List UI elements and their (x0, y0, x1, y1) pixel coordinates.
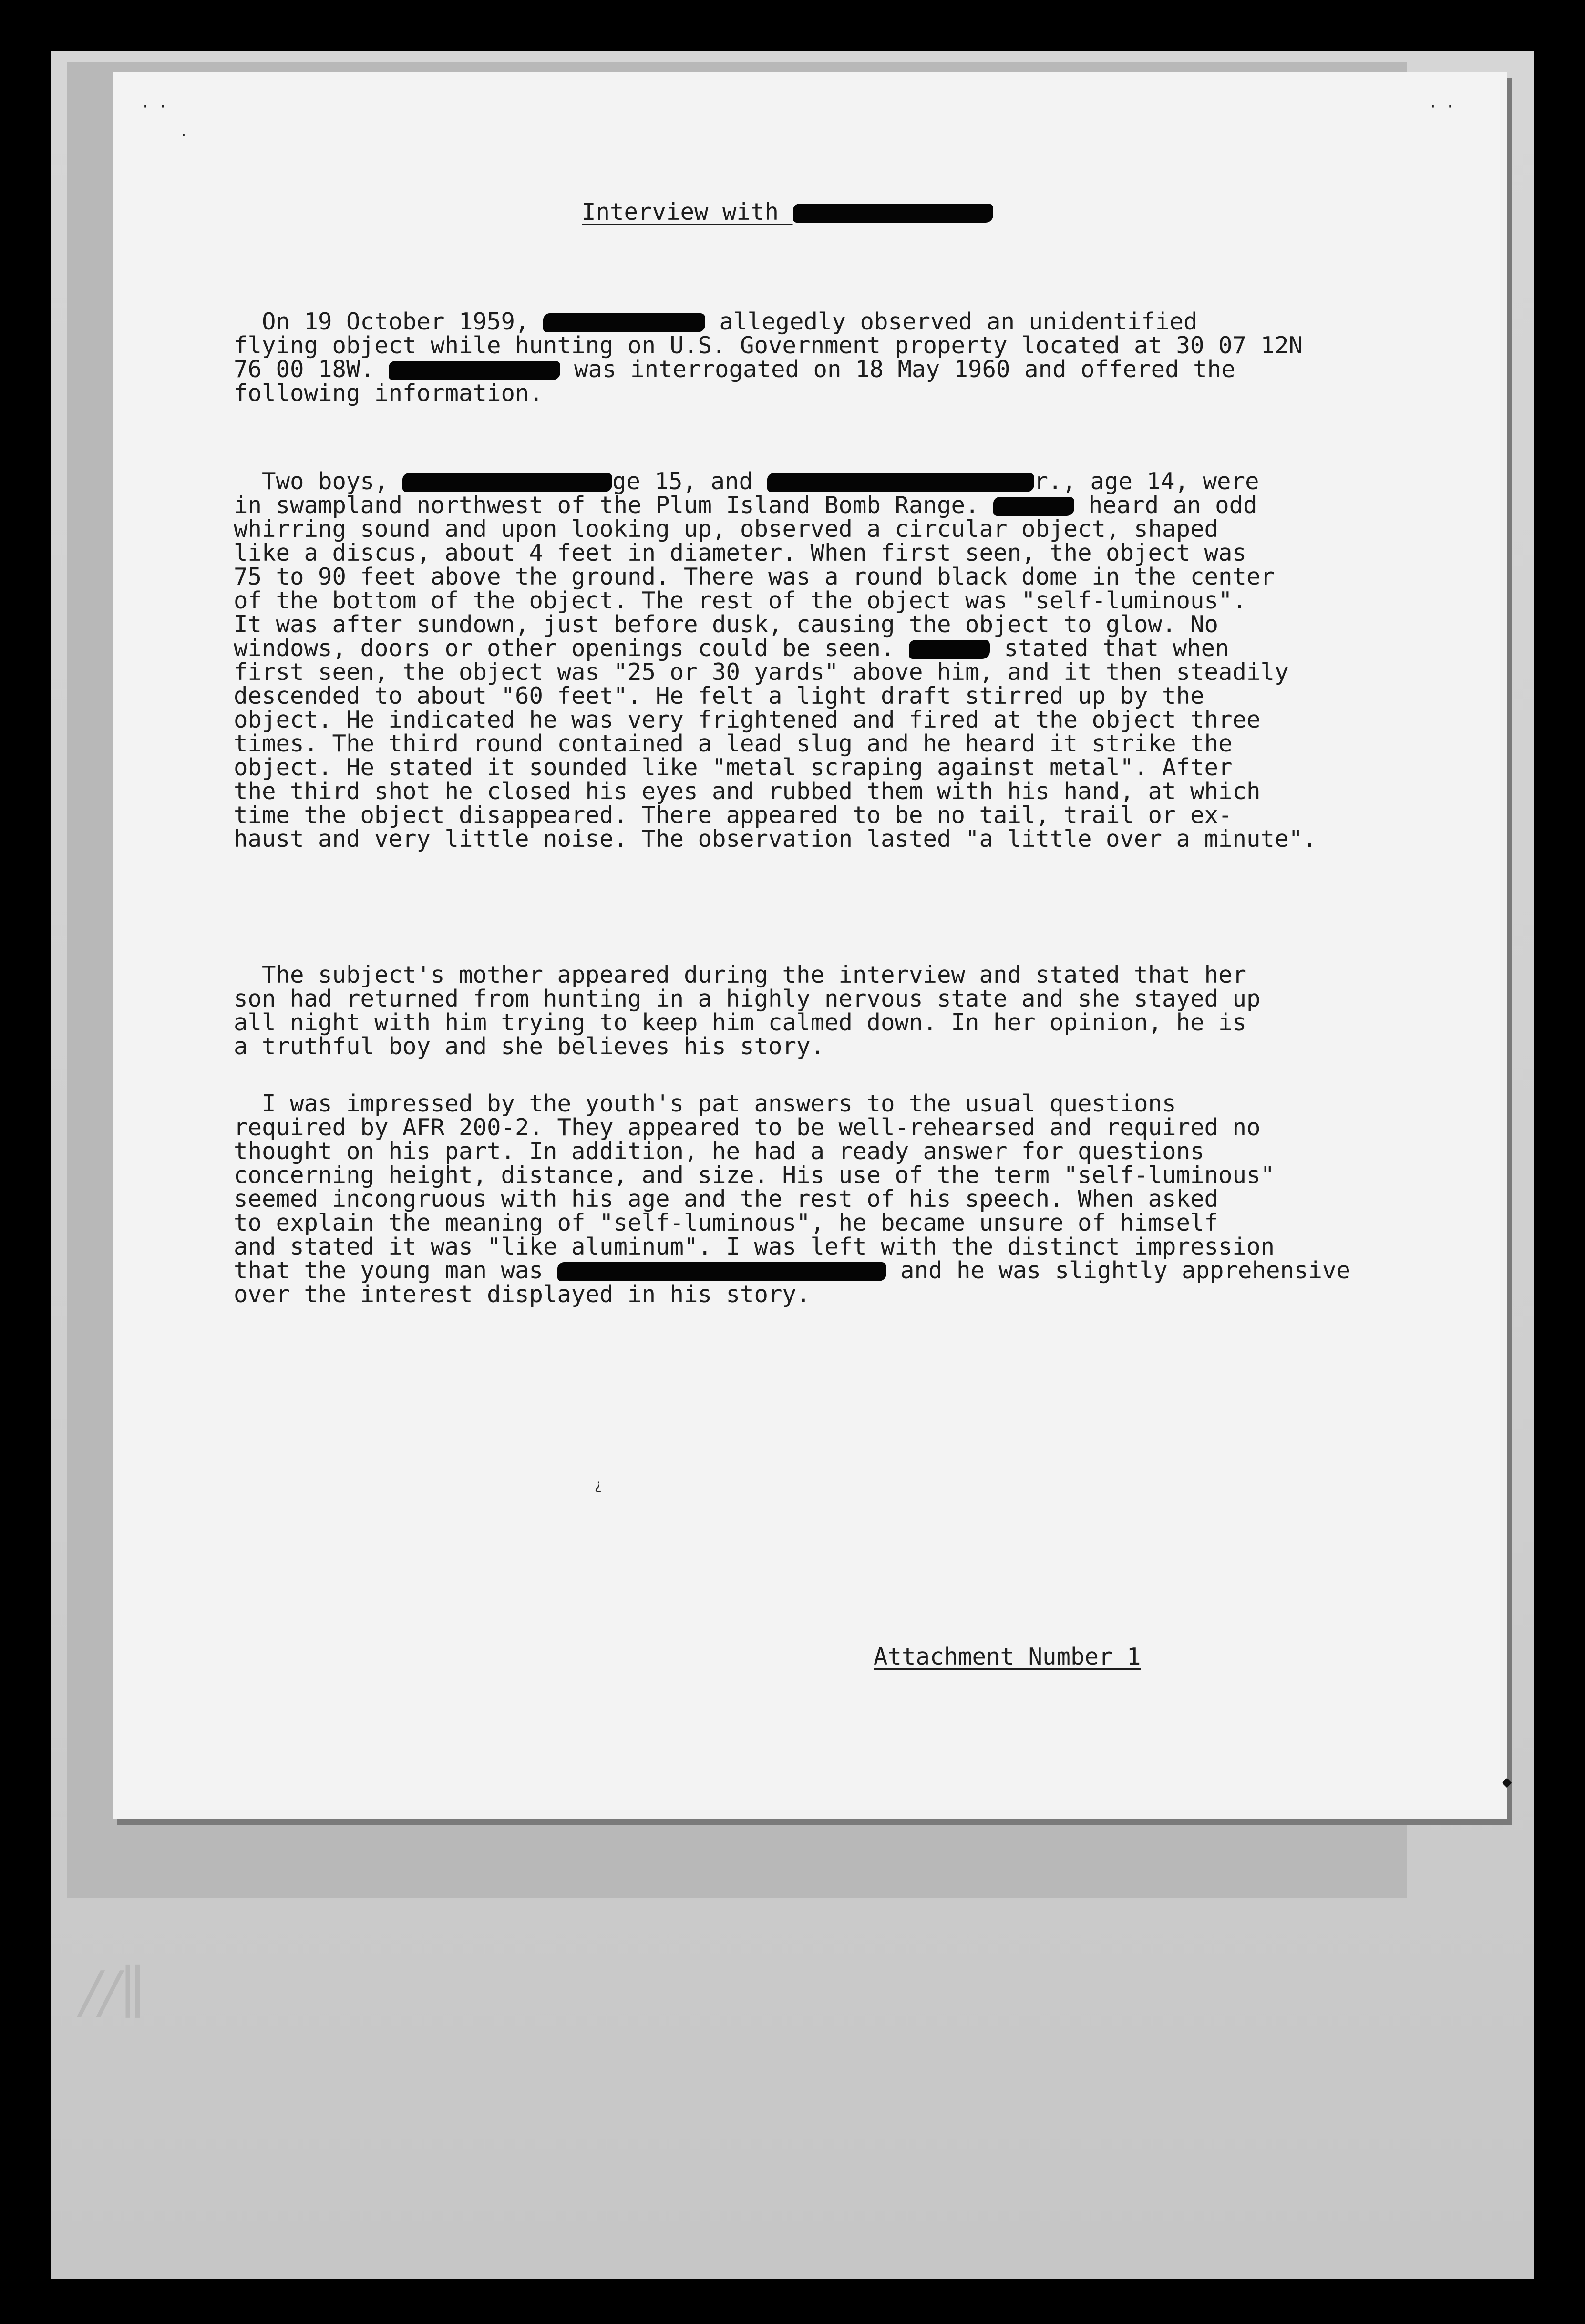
redaction-bar (909, 640, 990, 659)
redaction-bar (557, 1262, 886, 1281)
redaction-bar (543, 313, 705, 332)
redaction-bar (993, 497, 1074, 516)
redaction-bar (389, 361, 560, 380)
redaction-bar (793, 204, 993, 223)
pencil-scribble: //∥ (81, 1960, 146, 2026)
redaction-bar (402, 473, 612, 492)
page-edge-mark: ◆ (1502, 1772, 1512, 1791)
redaction-bar (767, 473, 1034, 492)
paragraph-4: I was impressed by the youth's pat answers to the usual questions required by AFR 200-2. They appeared to be well-rehearsed and required no thought on his part. In addition, he had a ready answer for questions concerning height, distance, and size. His use of the term "self-luminous" seemed incongruous with his age and the rest of his speech. When asked to explain the meaning of "self-luminous", he became unsure of himself and stated it was "like aluminum". I was left with the distinct impression that the young man was and he was slightly apprehensive over the interest displayed in his story. (234, 1090, 1351, 1308)
paragraph-3: The subject's mother appeared during the interview and stated that her son had returned from hunting in a highly nervous state and she stayed up all night with him trying to keep him calmed down. In her opinion, he is a truthful boy and she believes his story. (234, 961, 1261, 1060)
scan-dust: · (179, 127, 188, 144)
attachment-label: Attachment Number 1 (874, 1643, 1141, 1670)
paragraph-2: Two boys, ge 15, and r., age 14, were in swampland northwest of the Plum Island Bomb Range. heard an odd whirring sound and upon looking up, observed a circular object, shaped like a discus, about 4 feet in diameter. When first seen, the object was 75 to 90 feet above the ground. There was a round black dome in the center of the bottom of the object. The rest of the object was "self-luminous". It was after sundown, just before dusk, causing the object to glow. No windows, doors or other openings could be seen. stated that when first seen, the object was "25 or 30 yards" above him, and it then steadily descended to about "60 feet". He felt a light draft stirred up by the object. He indicated he was very frightened and fired at the object three times. The third round contained a lead slug and he heard it strike the object. He stated it sounded like "metal scraping against metal". After the third shot he closed his eyes and rubbed them with his hand, at which time the object disappeared. There appeared to be no tail, trail or ex- haust and very little noise. The observation lasted "a little over a minute". (234, 468, 1317, 853)
page-title: Interview with (582, 198, 993, 226)
paragraph-1: On 19 October 1959, allegedly observed an unidentified flying object while hunting on U.S. Government property located at 30 07 12N 76 00 18W. was interrogated on 18 May 1960 and offered the following information. (234, 308, 1303, 407)
scan-dust: · · (1429, 99, 1455, 115)
scan-dust: ¿ (594, 1477, 603, 1493)
scan-dust: · · (141, 99, 167, 115)
